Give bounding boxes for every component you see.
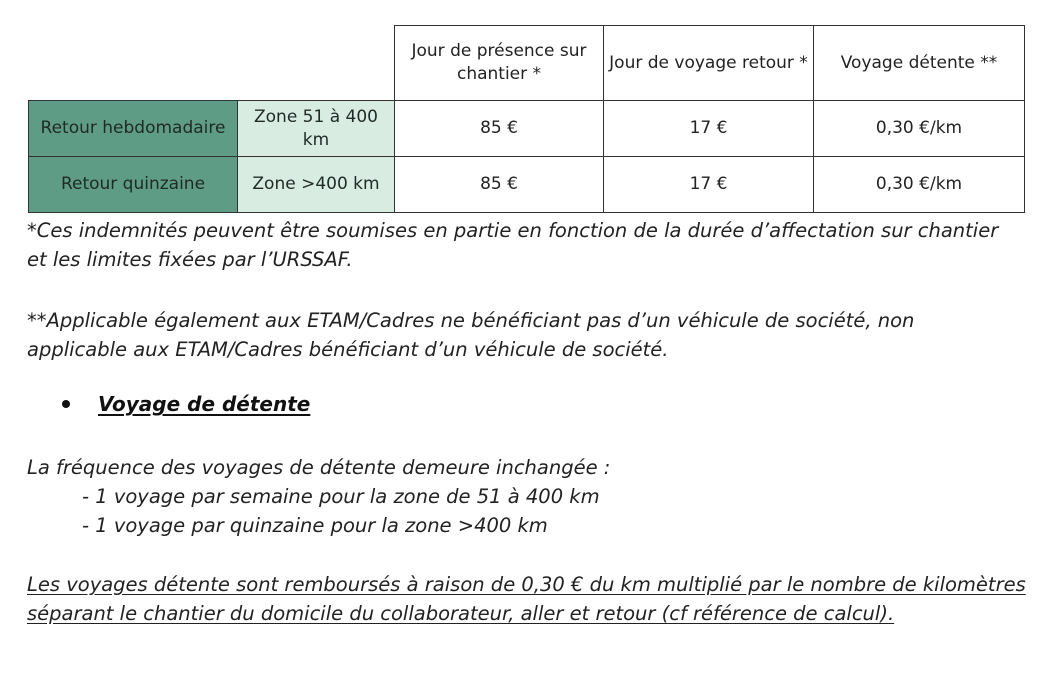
cell-presence: 85 € bbox=[395, 101, 604, 157]
cell-detente: 0,30 €/km bbox=[814, 101, 1025, 157]
reimbursement-text: Les voyages détente sont remboursés à raison de 0,30 € du km multiplié par le nombre de kilomètres séparant le chantier du domicile du collaborateur, aller et retour (cf référence de calcul). bbox=[27, 573, 1026, 625]
cell-presence: 85 € bbox=[395, 157, 604, 213]
row-label: Retour quinzaine bbox=[29, 157, 238, 213]
section-heading bbox=[62, 392, 310, 416]
header-voyage-retour: Jour de voyage retour * bbox=[604, 26, 814, 101]
footnote-double-asterisk: **Applicable également aux ETAM/Cadres ne bénéficiant pas d’un véhicule de société, non applicable aux ETAM/Cadres bénéficiant d’un véhicule de société. bbox=[27, 309, 915, 361]
cell-voyage-retour: 17 € bbox=[604, 157, 814, 213]
section-title: Voyage de détente bbox=[98, 392, 311, 416]
cell-voyage-retour: 17 € bbox=[604, 101, 814, 157]
frequency-intro: La fréquence des voyages de détente demeure inchangée : bbox=[27, 456, 611, 479]
table-row bbox=[29, 157, 1025, 213]
empty-corner-cell bbox=[238, 26, 395, 101]
row-zone: Zone 51 à 400 km bbox=[238, 101, 395, 157]
header-voyage-detente: Voyage détente ** bbox=[814, 26, 1025, 101]
indemnity-table bbox=[28, 25, 1025, 213]
bullet-icon bbox=[62, 400, 70, 408]
row-zone: Zone >400 km bbox=[238, 157, 395, 213]
footnote-single-asterisk: *Ces indemnités peuvent être soumises en partie en fonction de la durée d’affectation sur chantier et les limites fixées par l’URSSAF. bbox=[27, 219, 999, 271]
row-label: Retour hebdomadaire bbox=[29, 101, 238, 157]
table-row bbox=[29, 101, 1025, 157]
list-item: - 1 voyage par semaine pour la zone de 51 à 400 km bbox=[82, 485, 600, 508]
list-item: - 1 voyage par quinzaine pour la zone >400 km bbox=[82, 514, 548, 537]
table-header-row bbox=[29, 26, 1025, 101]
empty-corner-cell bbox=[29, 26, 238, 101]
header-presence: Jour de présence sur chantier * bbox=[395, 26, 604, 101]
cell-detente: 0,30 €/km bbox=[814, 157, 1025, 213]
